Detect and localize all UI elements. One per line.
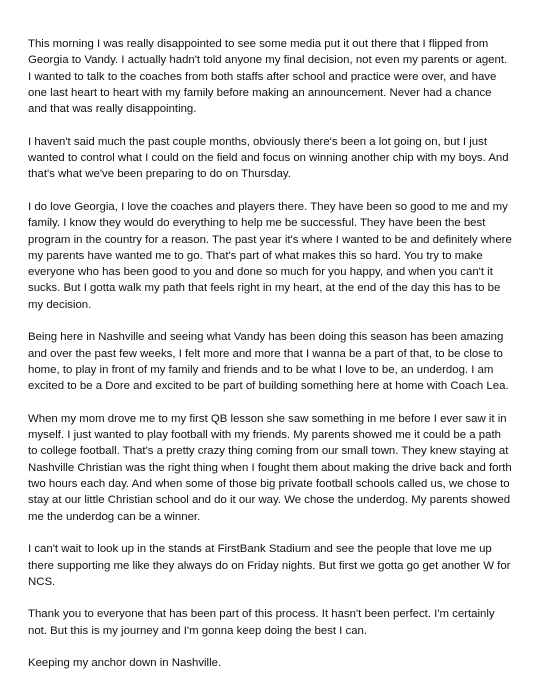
text-line: When my mom drove me to my first QB lesson she saw something in me before I ever saw it in (28, 412, 507, 425)
text-line: that's what we've been preparing to do on Thursday. (28, 168, 291, 181)
text-line: my parents have wanted me to go. That's part of what makes this so hard. You try to make (28, 249, 483, 262)
text-line: This morning I was really disappointed to see some media put it out there that I flipped from (28, 38, 489, 50)
text-line: I do love Georgia, I love the coaches and players there. They have been so good to me and my (28, 200, 508, 213)
text-line: there supporting me like they always do on Friday nights. But first we gotta go get another W for (28, 559, 511, 572)
text-line: two hours each day. And when some of those big private football schools called us, we chose to (28, 478, 510, 491)
paragraph-stadium (28, 541, 522, 590)
text-line: myself. I just wanted to play football with my friends. My parents showed me it could be a path (28, 429, 501, 442)
text-line: NCS. (28, 575, 56, 588)
text-line: excited to be a Dore and excited to be part of building something here at home with Coach Lea. (28, 380, 509, 393)
text-line: and that was really disappointing. (28, 103, 197, 116)
paragraph-closing (28, 655, 522, 671)
paragraph-family-story (28, 411, 522, 525)
text-line: me the underdog can be a winner. (28, 510, 201, 523)
paragraph-focus-on-season (28, 134, 522, 183)
text-line: Nashville Christian was the right thing when I fought them about making the drive back and forth (28, 461, 512, 474)
paragraph-thank-you (28, 606, 522, 639)
text-line: my decision. (28, 298, 92, 311)
text-line: Keeping my anchor down in Nashville. (28, 657, 222, 670)
text-line: Georgia to Vandy. I actually hadn't told anyone my final decision, not even my parents or agent. (28, 54, 508, 67)
text-line: Being here in Nashville and seeing what Vandy has been doing this season has been amazing (28, 331, 504, 344)
text-line: family. I know they would do everything to help me be successful. They have been the best (28, 217, 486, 230)
paragraph-media-report (28, 36, 522, 117)
text-line: not. But this is my journey and I'm gonna keep doing the best I can. (28, 624, 368, 637)
text-line: to college football. That's a pretty crazy thing coming from our small town. They knew staying at (28, 445, 509, 458)
text-line: Thank you to everyone that has been part of this process. It hasn't been perfect. I'm certainly (28, 608, 495, 621)
text-line: sucks. But I gotta walk my path that feels right in my heart, at the end of the day this has to be (28, 282, 501, 295)
text-line: wanted to control what I could on the field and focus on winning another chip with my boys. And (28, 152, 509, 165)
text-line: and over the past few weeks, I felt more and more that I wanna be a part of that, to be close to (28, 347, 503, 360)
text-line: stay at our little Christian school and do it our way. We chose the underdog. My parents showed (28, 494, 511, 507)
text-line: home, to play in front of my family and friends and to be what I love to be, an underdog. I am (28, 363, 494, 376)
text-line: program in the country for a reason. The past year it's where I wanted to be and definitely where (28, 233, 512, 246)
text-line: everyone who has been good to you and done so much for you happy, and when you can't it (28, 266, 493, 279)
text-line: I haven't said much the past couple months, obviously there's been a lot going on, but I just (28, 135, 487, 148)
paragraph-nashville-vandy (28, 329, 522, 394)
text-line: I wanted to talk to the coaches from both staffs after school and practice were over, and have (28, 70, 497, 83)
text-line: one last heart to heart with my family before making an announcement. Never had a chance (28, 86, 492, 99)
paragraph-georgia (28, 199, 522, 313)
text-line: I can't wait to look up in the stands at FirstBank Stadium and see the people that love me up (28, 543, 492, 556)
